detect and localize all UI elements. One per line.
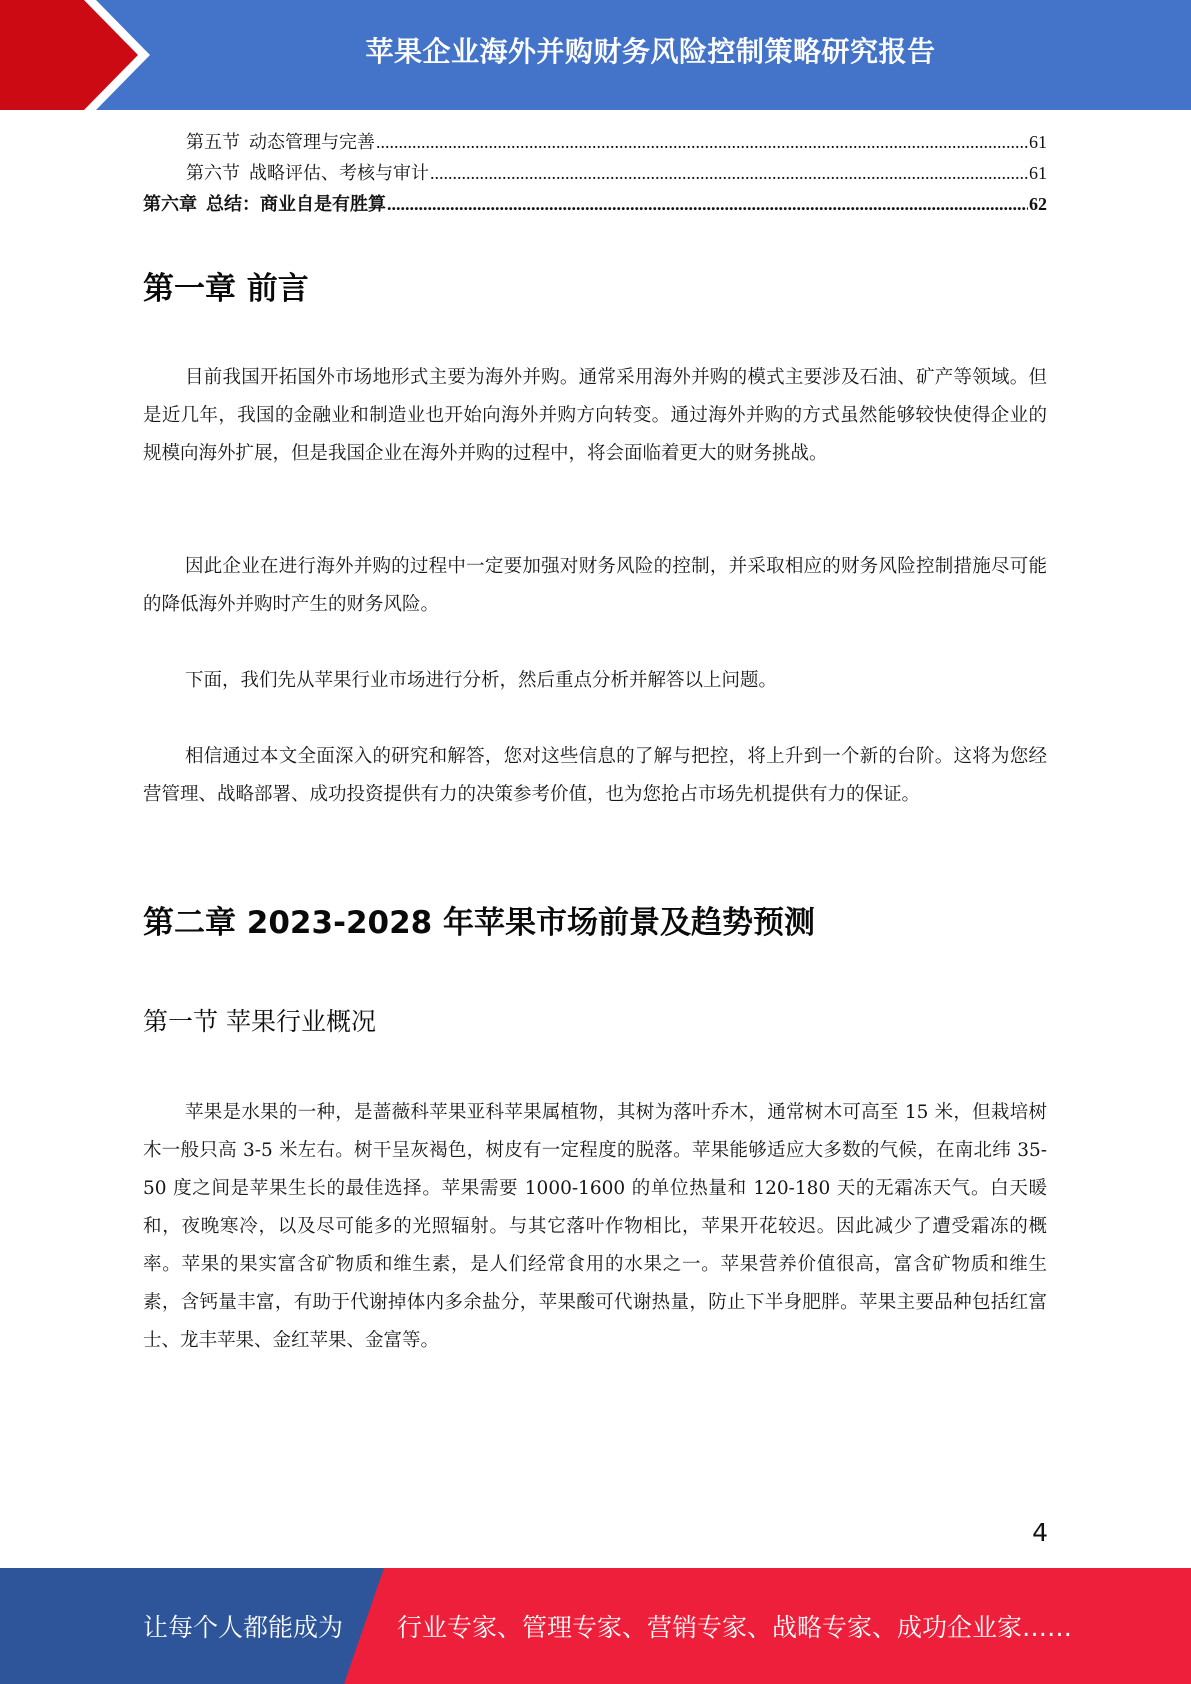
chapter-1-paragraph: 相信通过本文全面深入的研究和解答，您对这些信息的了解与把控，将上升到一个新的台阶。这将为您经营管理、战略部署、成功投资提供有力的决策参考价值，也为您抢占市场先机提供有力的保证。 <box>143 746 1047 805</box>
page-footer <box>0 1568 1191 1684</box>
toc-entry-page: 61 <box>1029 163 1047 183</box>
chapter-1-paragraph: 因此企业在进行海外并购的过程中一定要加强对财务风险的控制，并采取相应的财务风险控制措施尽可能的降低海外并购时产生的财务风险。 <box>143 556 1047 615</box>
toc-entry-label: 第五节 动态管理与完善 <box>186 132 375 152</box>
toc-entry-page: 61 <box>1029 132 1047 152</box>
toc-dot-leader <box>376 132 1028 153</box>
footer-slogan-right: 行业专家、管理专家、营销专家、战略专家、成功企业家…… <box>397 1613 1073 1642</box>
section-1-paragraph: 苹果是水果的一种，是蔷薇科苹果亚科苹果属植物，其树为落叶乔木，通常树木可高至 15 米，但栽培树木一般只高 3-5 米左右。树干呈灰褐色，树皮有一定程度的脱落。苹果能够适应大多数的气候，在南北纬 35-50 度之间是苹果生长的最佳选择。苹果需要 1000-1600 的单位热量和 120-180 天的无霜冻天气。白天暖和，夜晚寒冷，以及尽可能多的光照辐射。与其它落叶作物相比，苹果开花较迟。因此减少了遭受霜冻的概率。苹果的果实富含矿物质和维生素，是人们经常食用的水果之一。苹果营养价值很高，富含矿物质和维生素，含钙量丰富，有助于代谢掉体内多余盐分，苹果酸可代谢热量，防止下半身肥胖。苹果主要品种包括红富士、龙丰苹果、金红苹果、金富等。 <box>143 1102 1047 1351</box>
toc-entry[interactable] <box>143 128 1047 159</box>
toc-entry-label: 第六章 总结：商业自是有胜算 <box>143 194 386 214</box>
toc-entry[interactable] <box>143 190 1047 221</box>
toc-dot-leader <box>430 163 1028 184</box>
header-title: 苹果企业海外并购财务风险控制策略研究报告 <box>365 35 936 68</box>
toc-entry-label: 第六节 战略评估、考核与审计 <box>186 163 429 183</box>
toc-entry-page: 62 <box>1029 194 1047 214</box>
chapter-1-paragraph: 下面，我们先从苹果行业市场进行分析，然后重点分析并解答以上问题。 <box>185 670 778 691</box>
toc-dot-leader <box>387 194 1028 215</box>
chapter-1-paragraph: 目前我国开拓国外市场地形式主要为海外并购。通常采用海外并购的模式主要涉及石油、矿产等领域。但是近几年，我国的金融业和制造业也开始向海外并购方向转变。通过海外并购的方式虽然能够较快使得企业的规模向海外扩展，但是我国企业在海外并购的过程中，将会面临着更大的财务挑战。 <box>143 367 1047 464</box>
page-number: 4 <box>1032 1518 1048 1547</box>
table-of-contents <box>143 128 1047 221</box>
chapter-2-title: 第二章 2023-2028 年苹果市场前景及趋势预测 <box>143 905 816 941</box>
footer-slogan-left: 让每个人都能成为 <box>143 1613 344 1642</box>
toc-entry[interactable] <box>143 159 1047 190</box>
chapter-1-title: 第一章 前言 <box>143 271 309 307</box>
header-arrow-decoration <box>0 0 160 110</box>
page-header <box>0 0 1191 110</box>
section-1-title: 第一节 苹果行业概况 <box>143 1007 376 1036</box>
